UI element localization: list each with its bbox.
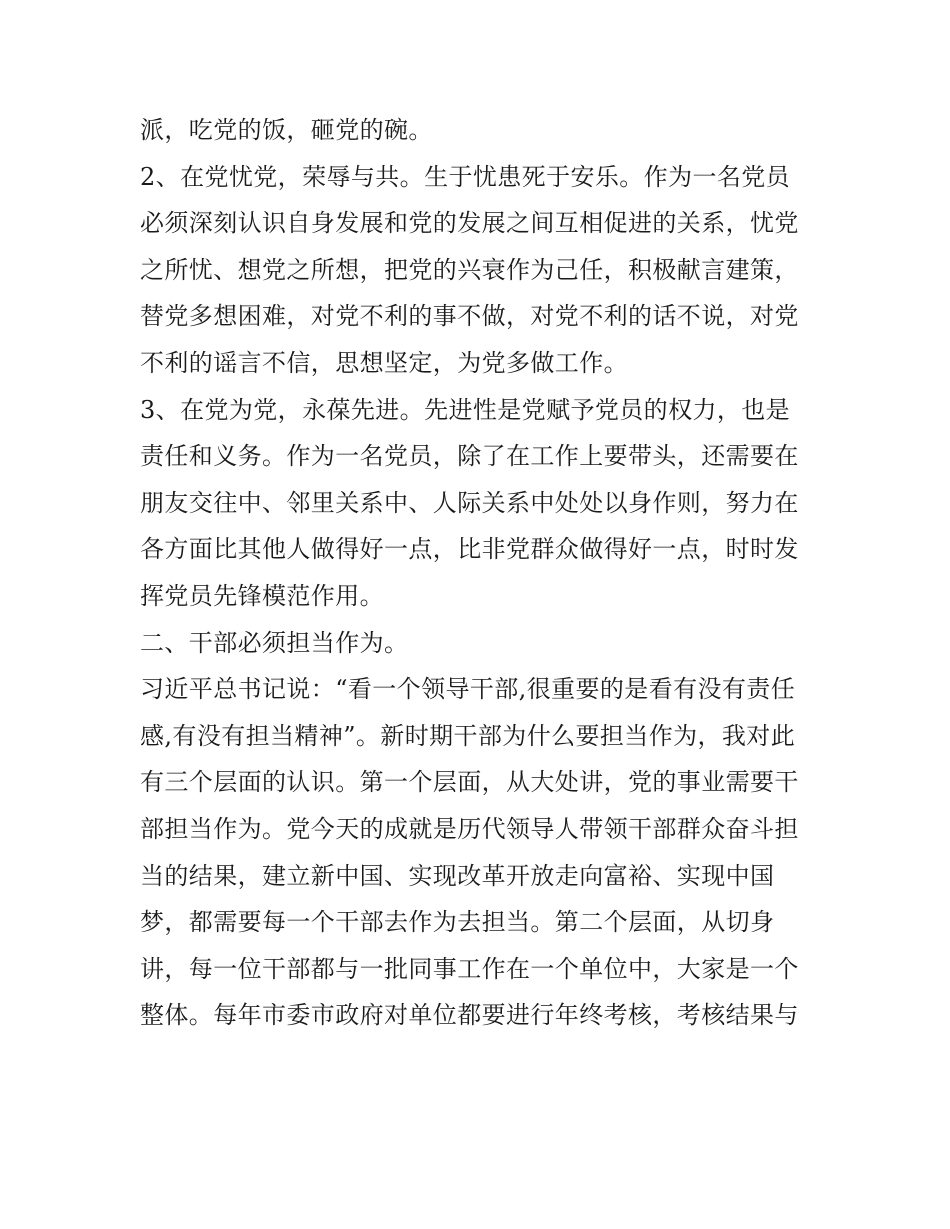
text-line: 部担当作为。党今天的成就是历代领导人带领干部群众奋斗担: [140, 814, 799, 843]
section-heading: 二、干部必须担当作为。: [140, 628, 409, 657]
text-line: 挥党员先锋模范作用。: [140, 581, 384, 610]
text-line: 整体。每年市委市政府对单位都要进行年终考核，考核结果与: [140, 1001, 799, 1030]
text-line: 各方面比其他人做得好一点，比非党群众做得好一点，时时发: [140, 535, 799, 564]
text-line: 当的结果，建立新中国、实现改革开放走向富裕、实现中国: [140, 861, 775, 890]
text-line: 2、在党忧党，荣辱与共。生于忧患死于安乐。作为一名党员: [140, 162, 791, 191]
text-line: 朋友交往中、邻里关系中、人际关系中处处以身作则，努力在: [140, 488, 799, 517]
text-line: 派，吃党的饭，砸党的碗。: [140, 116, 433, 144]
text-line: 3、在党为党，永葆先进。先进性是党赋予党员的权力，也是: [140, 395, 791, 424]
text-line: 必须深刻认识自身发展和党的发展之间互相促进的关系，忧党: [140, 209, 799, 238]
text-line: 感,有没有担当精神”。新时期干部为什么要担当作为，我对此: [140, 721, 796, 750]
text-line: 有三个层面的认识。第一个层面，从大处讲，党的事业需要干: [140, 768, 799, 797]
text-line: 之所忧、想党之所想，把党的兴衰作为己任，积极献言建策，: [140, 255, 799, 284]
text-line: 替党多想困难，对党不利的事不做，对党不利的话不说，对党: [140, 302, 799, 331]
text-line: 梦，都需要每一个干部去作为去担当。第二个层面，从切身: [140, 908, 775, 937]
body-text: [140, 107, 840, 1039]
text-line: 习近平总书记说：“看一个领导干部,很重要的是看有没有责任: [140, 675, 796, 704]
text-line: 讲，每一位干部都与一批同事工作在一个单位中，大家是一个: [140, 954, 799, 983]
text-line: 不利的谣言不信，思想坚定，为党多做工作。: [140, 348, 628, 377]
text-line: 责任和义务。作为一名党员，除了在工作上要带头，还需要在: [140, 442, 799, 471]
